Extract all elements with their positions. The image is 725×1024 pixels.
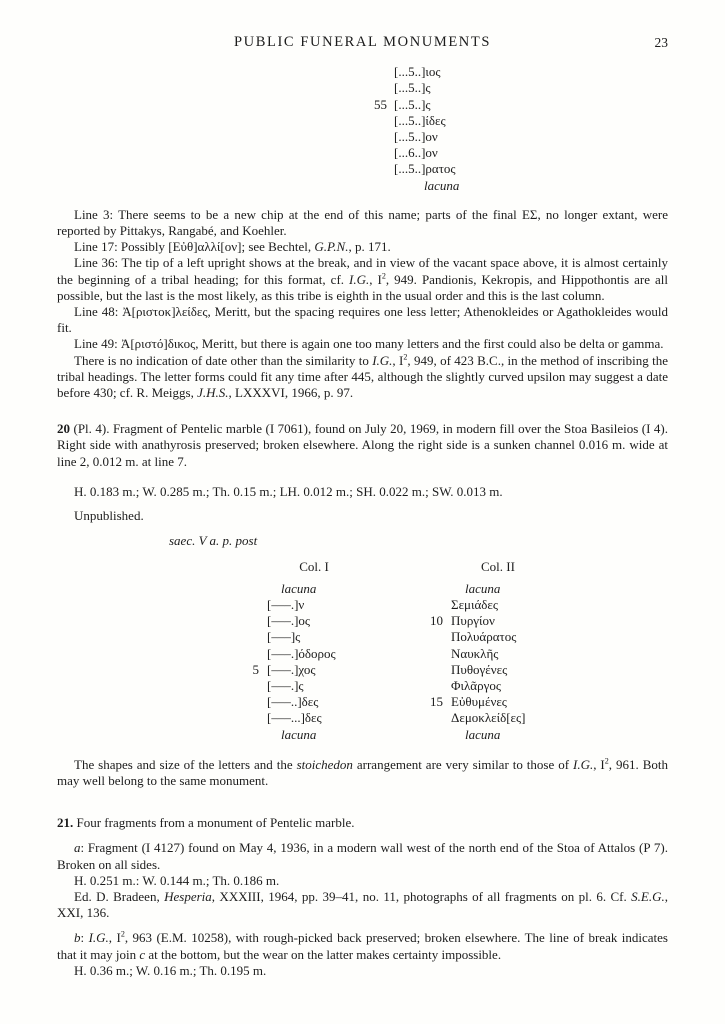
text-segment: : Fragment (I 4127) found on May 4, 1936, in a modern wall west of the north end of the Stoa of Attalos (P 7). Broken on all sides. xyxy=(57,840,668,872)
line-number xyxy=(235,581,267,597)
line-number xyxy=(357,113,394,129)
inscription-line xyxy=(235,662,383,678)
line-number: 5 xyxy=(252,661,259,677)
lacuna-label: lacuna xyxy=(281,580,317,596)
entry-21-intro xyxy=(57,815,668,831)
inscription-20-col-2 xyxy=(419,559,567,742)
inscription-line xyxy=(419,678,567,694)
text-segment: Ed. D. Bradeen, xyxy=(74,888,165,904)
lacuna-label: lacuna xyxy=(465,580,501,596)
inscription-text: [–––...]δες xyxy=(267,710,322,726)
inscription-line xyxy=(419,613,567,629)
inscription-line xyxy=(57,97,668,113)
line-number xyxy=(357,64,394,80)
line-number: 15 xyxy=(430,694,443,710)
line-number: 10 xyxy=(430,613,443,629)
text-segment: stoichedon xyxy=(296,756,353,772)
line-number xyxy=(419,646,451,662)
line-number xyxy=(357,80,394,96)
inscription-text: [...5..]ς xyxy=(394,96,431,112)
lacuna-label: lacuna xyxy=(424,177,460,193)
inscription-line xyxy=(235,678,383,694)
text-segment: S.E.G. xyxy=(631,888,665,904)
inscription-text: [...5..]ς xyxy=(394,80,431,96)
text-segment: G.P.N. xyxy=(314,239,349,255)
inscription-text: Πολυάρατος xyxy=(451,629,517,645)
line-number xyxy=(357,129,394,145)
entry-20-comment xyxy=(57,757,668,789)
inscription-text: [–––..]δες xyxy=(267,694,319,710)
text-segment: I.G. xyxy=(573,756,594,772)
entry-21-fragment-b xyxy=(57,930,668,962)
col-1-header: Col. I xyxy=(299,559,329,575)
line-number xyxy=(235,727,267,743)
inscription-text: [–––.]ν xyxy=(267,596,305,612)
inscription-text: Δεμοκλείδ[ες] xyxy=(451,710,526,726)
note-line-48 xyxy=(57,304,668,336)
text-segment: H. 0.251 m.: W. 0.144 m.; Th. 0.186 m. xyxy=(74,872,280,888)
inscription-top-column xyxy=(57,64,668,194)
col-1-lines xyxy=(235,581,383,743)
line-number xyxy=(235,646,267,662)
col-2-lines xyxy=(419,581,567,743)
text-segment: Four fragments from a monument of Pentelic marble. xyxy=(73,815,355,831)
text-segment: H. 0.183 m.; W. 0.285 m.; Th. 0.15 m.; LH. 0.012 m.; SH. 0.022 m.; SW. 0.013 m. xyxy=(74,483,503,499)
inscription-line xyxy=(419,581,567,597)
inscription-line xyxy=(57,113,668,129)
inscription-text: [–––.]ς xyxy=(267,677,304,693)
text-segment: The shapes and size of the letters and the xyxy=(74,756,297,772)
text-segment: , 949, of 423 B.C., in the method of inscribing the tribal headings. The letter forms could fit any time after 445, although the slightly curved upsilon may suggest a date before 430; cf. R. Meiggs, xyxy=(57,352,668,401)
line-number xyxy=(419,629,451,645)
inscription-text: Εὐθυμένες xyxy=(451,694,507,710)
inscription-line xyxy=(235,710,383,726)
entry-21-b-measurements xyxy=(57,963,668,979)
note-line-3 xyxy=(57,207,668,239)
text-segment: , I xyxy=(392,352,404,368)
text-segment: Unpublished. xyxy=(74,508,144,524)
text-segment: I.G. xyxy=(88,930,109,946)
text-segment: , XXXIII, 1964, pp. 39–41, no. 11, photographs of all fragments on pl. 6. Cf. xyxy=(211,888,632,904)
text-segment: Line 3: There seems to be a new chip at the end of this name; parts of the final ΕΣ, no longer extant, were reported by Pittakys, Rangabé, and Koehler. xyxy=(57,206,668,239)
inscription-text: Φιλᾶργος xyxy=(451,677,501,693)
inscription-text: [...5..]ίδες xyxy=(394,112,446,128)
inscription-line xyxy=(419,629,567,645)
inscription-line xyxy=(235,597,383,613)
text-segment: Line 49: Ἀ[ριστό]δικος, Meritt, but there is again one too many letters and the first could also be delta or gamma. xyxy=(74,336,664,352)
text-segment: 2 xyxy=(604,756,609,766)
line-number xyxy=(357,178,394,194)
entry-20-measurements xyxy=(57,484,668,500)
text-segment: , LXXXVI, 1966, p. 97. xyxy=(228,385,354,401)
page-title: PUBLIC FUNERAL MONUMENTS xyxy=(234,34,491,50)
text-segment: Line 36: The tip of a left upright shows at the break, and in view of the vacant space above, it is almost certainly the beginning of a tribal heading; for this format, cf. xyxy=(57,255,668,287)
line-number xyxy=(235,613,267,629)
inscription-text: [...5..]ιος xyxy=(394,64,441,80)
entry-20-intro xyxy=(57,421,668,470)
inscription-line xyxy=(419,646,567,662)
text-segment: , I xyxy=(593,756,605,772)
inscription-line xyxy=(419,727,567,743)
text-segment: 21. xyxy=(57,815,74,831)
entry-21-a-measurements xyxy=(57,873,668,889)
inscription-line xyxy=(235,613,383,629)
text-segment: Line 48: Ἀ[ριστοκ]λείδες, Meritt, but the spacing requires one less letter; Athenokleides or Agathokleides would fit. xyxy=(57,304,668,336)
inscription-line xyxy=(57,64,668,80)
inscription-text: [–––.]όδορος xyxy=(267,645,336,661)
inscription-text: [–––.]ος xyxy=(267,613,311,629)
entry-20-status xyxy=(57,508,668,524)
text-segment: arrangement are very similar to those of xyxy=(352,756,573,772)
text-segment: : xyxy=(80,930,89,946)
text-segment: J.H.S. xyxy=(197,385,229,401)
inscription-line xyxy=(235,694,383,710)
text-segment: 2 xyxy=(120,930,125,940)
inscription-text: Πυθογένες xyxy=(451,661,508,677)
inscription-line xyxy=(57,161,668,177)
line-number xyxy=(235,629,267,645)
line-number xyxy=(419,581,451,597)
inscription-line xyxy=(57,129,668,145)
text-segment: Hesperia xyxy=(164,888,212,904)
line-number xyxy=(419,662,451,678)
inscription-line xyxy=(419,710,567,726)
inscription-line xyxy=(235,629,383,645)
text-segment: , 949. Pandionis, Kekropis, and Hippothontis are all possible, but the last is the most likely, as this tribe is eighth in the usual order and this is the last column. xyxy=(57,271,668,303)
line-number xyxy=(419,710,451,726)
line-number xyxy=(235,597,267,613)
text-segment: 2 xyxy=(381,271,386,281)
lacuna-label: lacuna xyxy=(281,726,317,742)
note-line-36 xyxy=(57,255,668,304)
inscription-text: [...6..]ον xyxy=(394,145,438,161)
inscription-text: [–––]ς xyxy=(267,629,301,645)
text-segment: 2 xyxy=(403,352,408,362)
running-head xyxy=(57,34,668,50)
text-segment: , I xyxy=(369,271,382,287)
text-segment: , I xyxy=(108,930,121,946)
lacuna-label: lacuna xyxy=(465,726,501,742)
text-segment: , p. 171. xyxy=(348,239,391,255)
text-segment: , 963 (E.M. 10258), with rough-picked back preserved; broken elsewhere. The line of break indicates that it may join xyxy=(57,930,668,962)
inscription-line xyxy=(419,662,567,678)
inscription-line xyxy=(235,727,383,743)
text-segment: There is no indication of date other than the similarity to xyxy=(74,352,373,368)
line-number xyxy=(235,678,267,694)
line-number: 55 xyxy=(374,96,387,112)
text-segment: , 961. Both may well belong to the same monument. xyxy=(57,756,668,788)
inscription-text: Σεμιάδες xyxy=(451,596,499,612)
text-segment: H. 0.36 m.; W. 0.16 m.; Th. 0.195 m. xyxy=(74,962,267,978)
col-2-header: Col. II xyxy=(481,559,515,575)
page-number: 23 xyxy=(654,35,668,50)
text-segment: at the bottom, but the wear on the latter makes certainty impossible. xyxy=(145,946,502,962)
entry-21-a-edition xyxy=(57,889,668,921)
note-line-17 xyxy=(57,239,668,255)
inscription-text: Πυργίον xyxy=(451,613,495,629)
inscription-line xyxy=(235,581,383,597)
note-date xyxy=(57,353,668,402)
line-number xyxy=(357,161,394,177)
inscription-line xyxy=(57,80,668,96)
text-segment: (Pl. 4). Fragment of Pentelic marble (I 7061), found on July 20, 1969, in modern fill over the Stoa Basileios (I 4). Right side with anathyrosis preserved; broken elsewhere. Along the right side is a sunken channel 0.016 m. wide at line 2, 0.012 m. at line 7. xyxy=(57,421,668,469)
text-segment: I.G. xyxy=(372,352,393,368)
line-number xyxy=(419,678,451,694)
inscription-text: Ναυκλῆς xyxy=(451,645,499,661)
line-number xyxy=(419,727,451,743)
inscription-line xyxy=(57,145,668,161)
inscription-text: [–––.]χος xyxy=(267,661,316,677)
text-segment: , XXI, 136. xyxy=(57,888,669,921)
line-number xyxy=(235,710,267,726)
text-segment: c xyxy=(139,946,146,962)
inscription-20-col-1 xyxy=(235,559,383,742)
inscription-line xyxy=(57,178,668,194)
inscription-line xyxy=(235,646,383,662)
line-number xyxy=(419,597,451,613)
inscription-text: [...5..]ον xyxy=(394,129,438,145)
note-line-49 xyxy=(57,336,668,352)
text-segment: I.G. xyxy=(349,271,370,287)
text-segment: Line 17: Possibly [Εὐθ]αλλί[ον]; see Bechtel, xyxy=(74,239,315,255)
inscription-20 xyxy=(235,559,668,742)
text-segment: a xyxy=(74,840,81,856)
text-segment: 20 xyxy=(57,421,70,437)
line-number xyxy=(357,145,394,161)
text-segment: b xyxy=(74,930,81,946)
entry-20-date-label: saec. V a. p. post xyxy=(169,533,258,549)
inscription-line xyxy=(419,694,567,710)
line-number xyxy=(235,694,267,710)
entry-21-fragment-a xyxy=(57,840,668,872)
inscription-text: [...5..]ρατος xyxy=(394,161,456,177)
inscription-line xyxy=(419,597,567,613)
